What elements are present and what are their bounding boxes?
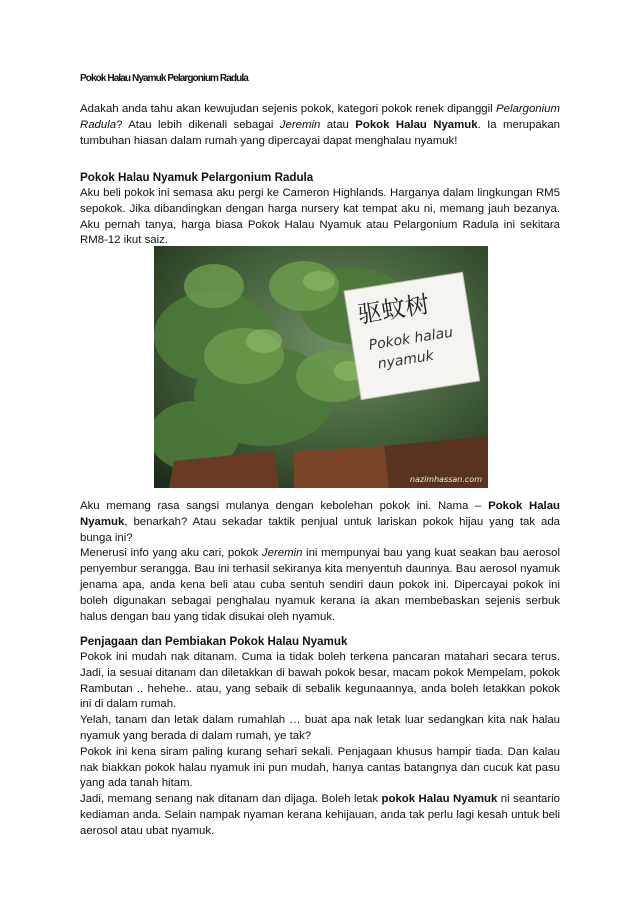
section2-text: Yelah, tanam dan letak dalam rumahlah … buat apa nak letak luar sedangkan kita nak halau nyamuk yang berada di dalam rumah, ye tak?	[80, 714, 560, 742]
intro-species-name: Pelargonium Radula	[80, 103, 560, 131]
intro-bold-name: Pokok Halau Nyamuk	[355, 118, 478, 131]
section2-text: Jadi, memang senang nak ditanam dan dijaga. Boleh letak	[80, 793, 382, 806]
intro-text: ? Atau lebih dikenali sebagai	[116, 118, 280, 131]
section1-heading: Pokok Halau Nyamuk Pelargonium Radula	[80, 171, 314, 184]
intro-text: Adakah anda tahu akan kewujudan sejenis pokok, kategori pokok renek dipanggil	[80, 103, 497, 115]
intro-local-name: Jeremin	[279, 118, 321, 131]
body-text: , benarkah? Atau sekadar taktik penjual untuk lariskan pokok hijau yang tak ada bunga ini?	[80, 515, 560, 544]
sign-text-line3: nyamuk	[376, 347, 435, 373]
section1-text: Aku beli pokok ini semasa aku pergi ke Cameron Highlands. Harganya dalam lingkungan RM5 sepokok. Jika dibandingkan dengan harga nursery kat tempat aku ni, memang jauh bezanya. Aku pernah tanya, harga biasa Pokok Halau Nyamuk atau Pelargonium Radula ini sekitara RM8-12 ikut saiz.	[80, 187, 560, 247]
intro-paragraph	[80, 102, 560, 149]
after-photo-paragraph	[80, 499, 560, 625]
italic-name: Jeremin	[261, 547, 303, 560]
intro-text: . Ia merupakan tumbuhan hiasan dalam rumah yang dipercayai dapat menghalau nyamuk!	[80, 118, 560, 147]
plant-photo	[154, 246, 488, 488]
body-text: ini mempunyai bau yang kuat seakan bau aerosol penyembur serangga. Bau ini terhasil sekiranya kita menyentuh daunnya. Bau aerosol nyamuk jenama apa, anda kena beli atau cuba sentuh sendiri daun pokok ini. Dipercayai pokok ini boleh digunakan sebagai penghalau nyamuk kerana ia akan membebaskan sejenis serbuk halus dengan bau yang tidak disukai oleh nyamuk.	[80, 547, 561, 623]
bold-name: pokok Halau Nyamuk	[381, 793, 498, 806]
plant-photo-illustration	[154, 246, 488, 488]
photo-watermark: nazimhassan.com	[409, 475, 482, 484]
sign-text-line2: Pokok halau	[367, 324, 455, 354]
body-text: Menerusi info yang aku cari, pokok	[80, 547, 262, 560]
intro-text: atau	[320, 118, 356, 131]
bold-name: Pokok Halau Nyamuk	[80, 500, 560, 528]
body-text: Aku memang rasa sangsi mulanya dengan kebolehan pokok ini. Nama –	[80, 500, 489, 512]
sign-chinese-text: 驱蚊树	[355, 290, 432, 329]
section2-text: Pokok ini mudah nak ditanam. Cuma ia tidak boleh terkena pancaran matahari secara terus. Jadi, ia sesuai ditanam dan diletakkan di bawah pokok besar, macam pokok Mempelam, pokok Rambutan .. hehehe.. atau, yang sebaik di sebalik kegunaannya, anda boleh letakkan pokok ini di dalam rumah.	[80, 651, 560, 711]
section2-text: ni seantario kediaman anda. Selain nampak nyaman kerana kehijauan, anda tak perlu lagi kesah untuk beli aerosol atau ubat nyamuk.	[80, 793, 560, 837]
section2-text: Pokok ini kena siram paling kurang sehari sekali. Penjagaan khusus hampir tiada. Dan kalau nak biakkan pokok halau nyamuk ini pun mudah, hanya cantas batangnya dan cucuk kat pasu yang ada tanah hitam.	[80, 745, 560, 790]
document-title: Pokok Halau Nyamuk Pelargonium Radula	[80, 73, 248, 84]
section2-paragraphs	[80, 650, 560, 840]
section2-heading: Penjagaan dan Pembiakan Pokok Halau Nyamuk	[80, 635, 348, 648]
section1-paragraph	[80, 186, 560, 249]
